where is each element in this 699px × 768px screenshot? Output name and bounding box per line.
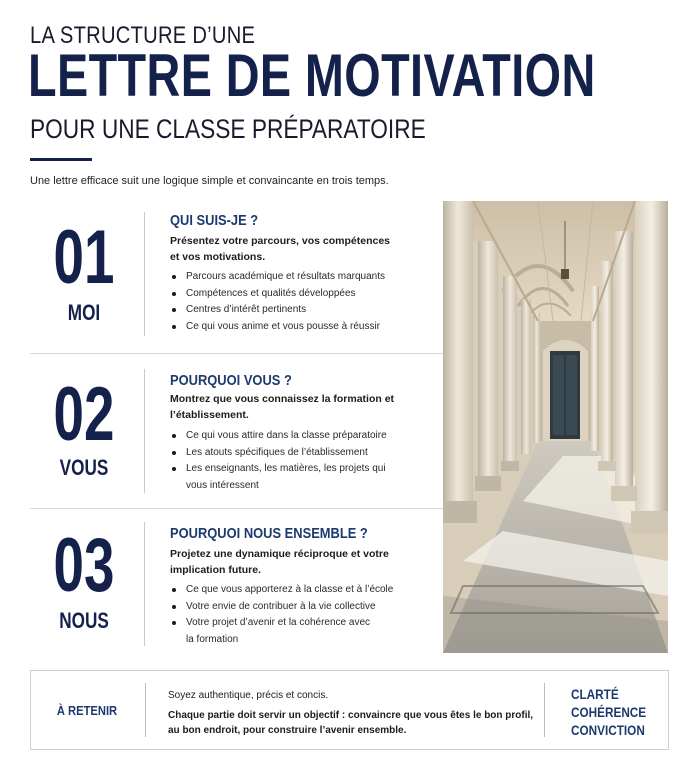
takeaway-text: Soyez authentique, précis et concis. xyxy=(168,690,329,701)
bullet-icon xyxy=(172,434,176,438)
list-item: Compétences et qualités développées xyxy=(170,286,385,303)
section-number: 03 xyxy=(53,523,115,608)
section-bullet-list xyxy=(170,582,393,648)
main-title: LETTRE DE MOTIVATION xyxy=(28,42,596,109)
bullet-icon xyxy=(172,275,176,279)
section-question: POURQUOI NOUS ENSEMBLE ? xyxy=(170,525,368,542)
takeaway-title: À RETENIR xyxy=(56,703,118,718)
section-question: QUI SUIS-JE ? xyxy=(170,212,259,229)
takeaway-divider xyxy=(544,683,545,737)
takeaway-emphasis: Chaque partie doit servir un objectif : convaincre que vous êtes le bon profil, au bon endroit, pour construire l’avenir ensemble. xyxy=(168,710,534,736)
section-label: NOUS xyxy=(59,608,109,633)
section-question: POURQUOI VOUS ? xyxy=(170,372,292,389)
section-vous xyxy=(30,355,440,507)
section-bullet-list xyxy=(170,428,390,494)
section-divider-vertical xyxy=(144,522,145,646)
list-item: Ce que vous apporterez à la classe et à l’école xyxy=(170,582,393,599)
list-item: Votre projet d’avenir et la cohérence avec la formation xyxy=(170,615,370,648)
section-label: VOUS xyxy=(59,455,109,480)
bullet-icon xyxy=(172,467,176,471)
takeaway-divider xyxy=(145,683,146,737)
list-item: Ce qui vous attire dans la classe préparatoire xyxy=(170,428,390,445)
intro-text: Une lettre efficace suit une logique simple et convaincante en trois temps. xyxy=(30,175,389,187)
section-lead: Présentez votre parcours, vos compétences et vos motivations. xyxy=(170,235,391,263)
title-line-3: POUR UNE CLASSE PRÉPARATOIRE xyxy=(30,114,426,144)
list-item: Ce qui vous anime et vous pousse à réussir xyxy=(170,319,385,336)
section-number: 02 xyxy=(53,372,115,457)
bullet-icon xyxy=(172,292,176,296)
section-separator xyxy=(30,353,443,354)
title-line-1: LA STRUCTURE D’UNE xyxy=(30,22,256,49)
title-underline xyxy=(30,158,92,161)
colonnade-corridor-photo xyxy=(443,201,668,653)
bullet-icon xyxy=(172,325,176,329)
list-item: Votre envie de contribuer à la vie collective xyxy=(170,599,393,616)
keyword: CLARTÉ xyxy=(571,686,619,702)
takeaway-keywords xyxy=(571,685,660,739)
section-number: 01 xyxy=(53,215,115,300)
section-separator xyxy=(30,508,443,509)
section-bullet-list xyxy=(170,269,385,335)
list-item: Parcours académique et résultats marquants xyxy=(170,269,385,286)
keyword: COHÉRENCE xyxy=(571,704,647,720)
section-lead: Montrez que vous connaissez la formation et l’établissement. xyxy=(170,393,395,421)
section-label: MOI xyxy=(67,300,101,325)
colonnade-illustration xyxy=(443,201,668,653)
keyword: CONVICTION xyxy=(571,722,645,738)
section-divider-vertical xyxy=(144,212,145,336)
key-takeaway-box xyxy=(30,670,669,750)
bullet-icon xyxy=(172,621,176,625)
list-item: Les enseignants, les matières, les projets qui vous intéressent xyxy=(170,461,390,494)
bullet-icon xyxy=(172,451,176,455)
section-nous xyxy=(30,510,440,662)
list-item: Centres d’intérêt pertinents xyxy=(170,302,385,319)
section-divider-vertical xyxy=(144,369,145,493)
bullet-icon xyxy=(172,308,176,312)
list-item: Les atouts spécifiques de l’établissement xyxy=(170,445,390,462)
section-lead: Projetez une dynamique réciproque et votre implication future. xyxy=(170,548,389,576)
section-moi xyxy=(30,200,440,352)
bullet-icon xyxy=(172,588,176,592)
bullet-icon xyxy=(172,605,176,609)
